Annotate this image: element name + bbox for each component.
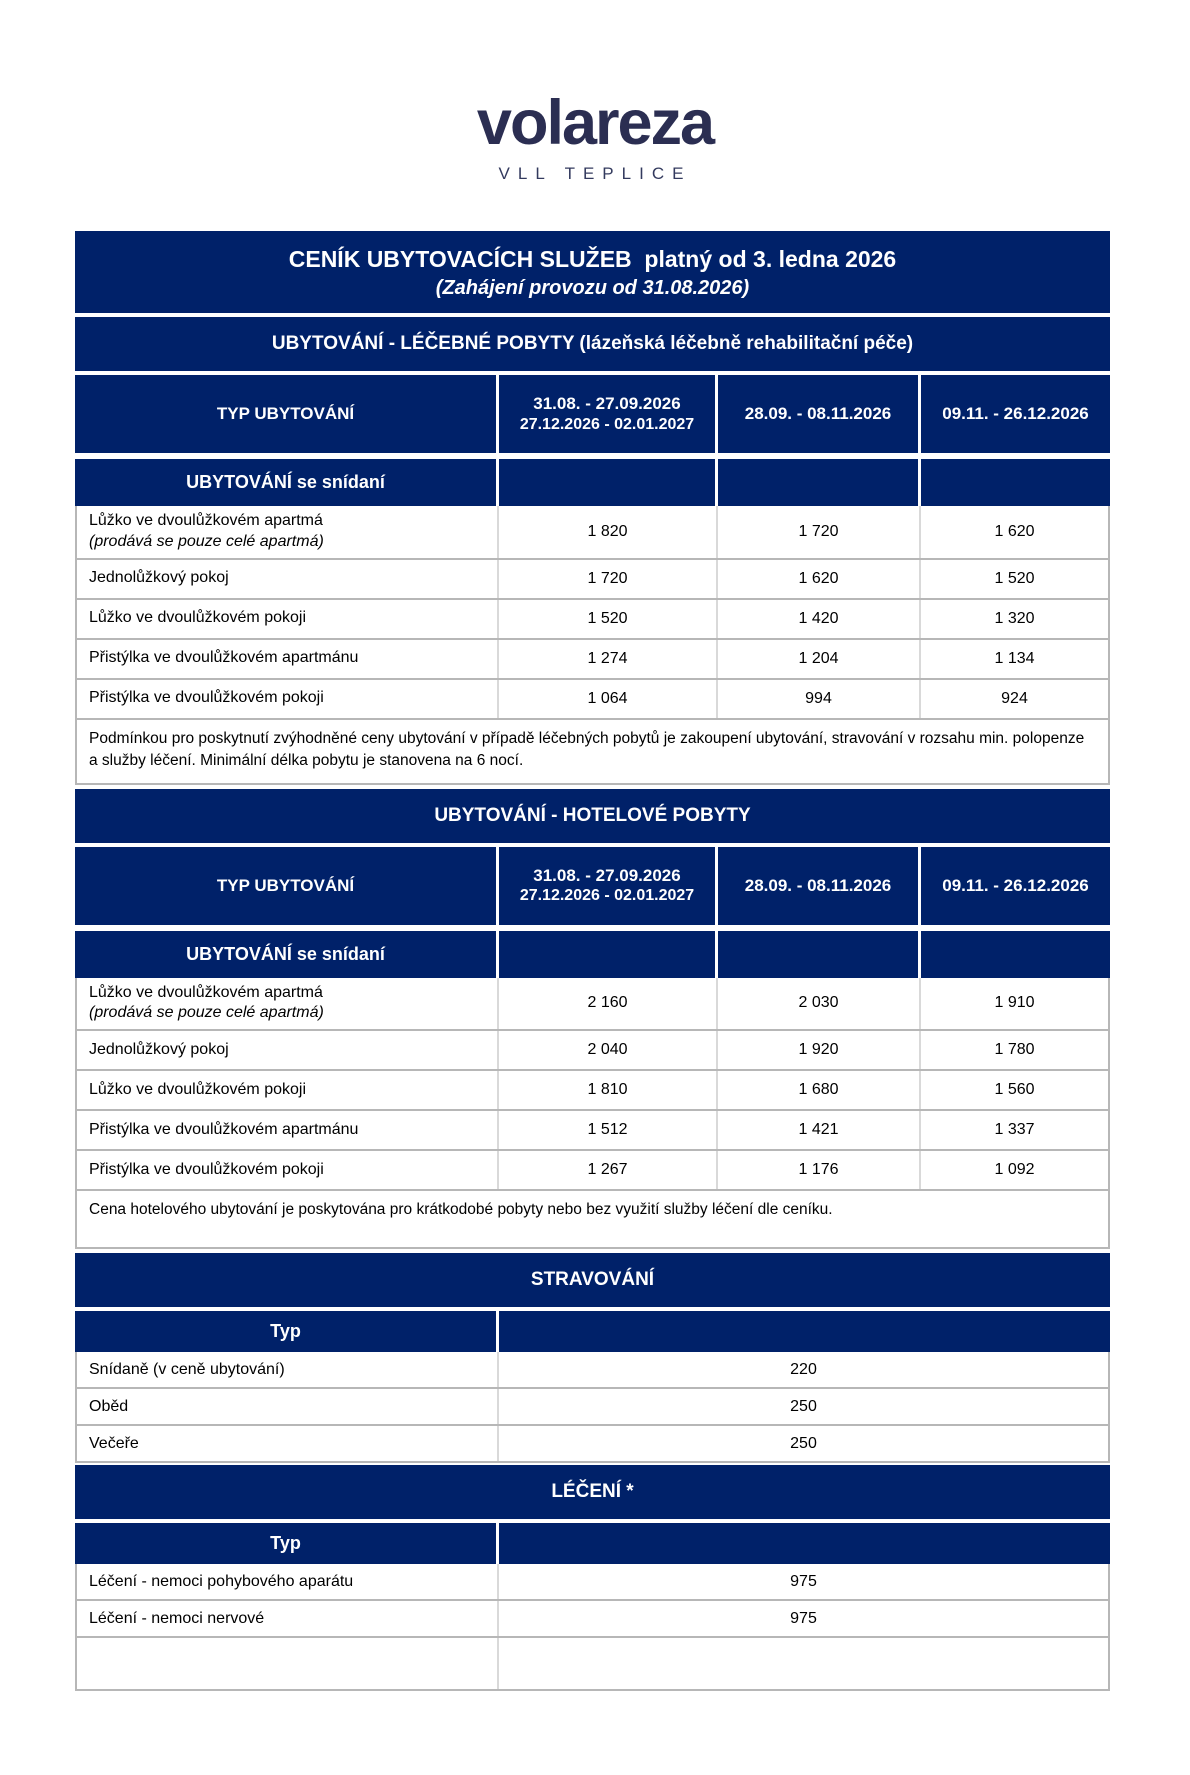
row-label: Lůžko ve dvoulůžkovém apartmá	[89, 983, 323, 1001]
price-cell: 1 092	[994, 1161, 1035, 1179]
price-cell: 2 160	[499, 978, 718, 1030]
price-cell: 994	[718, 680, 921, 718]
price-cell: 1 520	[499, 600, 718, 638]
row-sublabel: (prodává se pouze celé apartmá)	[89, 1004, 324, 1022]
price-cell: 1 420	[718, 600, 921, 638]
table-row	[75, 1426, 1110, 1463]
period-1-line-2: 27.12.2026 - 02.01.2027	[519, 887, 695, 905]
value-cell: 220	[790, 1360, 817, 1378]
price-cell: 1 560	[994, 1081, 1035, 1099]
row-label: Přistýlka ve dvoulůžkovém pokoji	[77, 680, 499, 718]
table-row	[75, 1071, 1110, 1111]
section-header-lecebne-pobyty: UBYTOVÁNÍ - LÉČEBNÉ POBYTY (lázeňská léčebně rehabilitační péče)	[75, 317, 1110, 371]
table-row	[75, 560, 1110, 600]
price-cell: 1 620	[994, 522, 1035, 540]
price-cell: 924	[1001, 689, 1028, 707]
table-row	[75, 600, 1110, 640]
empty-cell	[499, 1638, 1108, 1689]
document-title-band	[75, 231, 1110, 313]
column-header-period-2: 28.09. - 08.11.2026	[718, 847, 921, 925]
price-list-document	[75, 231, 1110, 1691]
table-row	[75, 1352, 1110, 1389]
table-row	[75, 640, 1110, 680]
period-1-line-2: 27.12.2026 - 02.01.2027	[519, 415, 695, 433]
group-header-spacer	[718, 459, 921, 506]
row-label-cell	[77, 506, 499, 558]
empty-row	[75, 1638, 1110, 1691]
group-header-row	[75, 931, 1110, 978]
price-cell: 1 720	[499, 560, 718, 598]
price-cell: 1 920	[718, 1031, 921, 1069]
value-cell: 250	[790, 1434, 817, 1452]
table-row	[75, 1389, 1110, 1426]
table-row	[75, 1111, 1110, 1151]
price-table-2-header-row	[75, 847, 1110, 925]
document-title: CENÍK UBYTOVACÍCH SLUŽEB platný od 3. ledna 2026	[288, 246, 897, 272]
table-row	[75, 506, 1110, 560]
price-cell: 1 820	[499, 506, 718, 558]
column-header-typ-ubytovani: TYP UBYTOVÁNÍ	[75, 375, 499, 453]
table-row	[75, 1601, 1110, 1638]
note-lecebne-pobyty: Podmínkou pro poskytnutí zvýhodněné ceny ubytování v případě léčebných pobytů je zakoupení ubytování, stravování v rozsahu min. polopenze a služby léčení. Minimální délka pobytu je stanovena na 6 nocí.	[75, 720, 1110, 785]
logo-subtitle: VLL TEPLICE	[498, 164, 692, 183]
price-cell: 1 320	[994, 609, 1035, 627]
price-table-1-header-row	[75, 375, 1110, 453]
column-header-period-2: 28.09. - 08.11.2026	[718, 375, 921, 453]
price-cell: 1 421	[718, 1111, 921, 1149]
column-header-typ: Typ	[75, 1523, 499, 1564]
price-cell: 1 204	[718, 640, 921, 678]
group-header-spacer	[499, 459, 718, 506]
value-cell: 975	[790, 1572, 817, 1590]
group-header-spacer	[921, 931, 1110, 978]
row-label: Oběd	[77, 1389, 499, 1424]
logo	[0, 88, 1190, 184]
price-cell: 1 910	[994, 994, 1035, 1012]
row-label-cell	[77, 978, 499, 1030]
column-header-typ-ubytovani: TYP UBYTOVÁNÍ	[75, 847, 499, 925]
price-cell: 1 337	[994, 1121, 1035, 1139]
row-label: Lůžko ve dvoulůžkovém pokoji	[77, 600, 499, 638]
price-cell: 1 680	[718, 1071, 921, 1109]
row-label: Jednolůžkový pokoj	[77, 1031, 499, 1069]
group-header-spacer	[499, 931, 718, 978]
leceni-header-row	[75, 1523, 1110, 1564]
column-header-period-1	[499, 847, 718, 925]
row-label: Snídaně (v ceně ubytování)	[77, 1352, 499, 1387]
price-cell: 1 274	[499, 640, 718, 678]
empty-cell	[77, 1638, 499, 1689]
price-cell: 1 620	[718, 560, 921, 598]
period-1-line-1: 31.08. - 27.09.2026	[533, 394, 681, 414]
price-cell: 2 040	[499, 1031, 718, 1069]
price-cell: 1 176	[718, 1151, 921, 1189]
column-header-period-1	[499, 375, 718, 453]
period-1-line-1: 31.08. - 27.09.2026	[533, 865, 681, 885]
group-header-row	[75, 459, 1110, 506]
table-row	[75, 1031, 1110, 1071]
column-header-period-3: 09.11. - 26.12.2026	[921, 847, 1110, 925]
document-subtitle: (Zahájení provozu od 31.08.2026)	[435, 277, 750, 300]
row-label: Léčení - nemoci nervové	[77, 1601, 499, 1636]
note-hotelove-pobyty: Cena hotelového ubytování je poskytována pro krátkodobé pobyty nebo bez využití služby léčení dle ceníku.	[75, 1191, 1110, 1249]
row-label: Večeře	[77, 1426, 499, 1461]
row-label: Lůžko ve dvoulůžkovém pokoji	[77, 1071, 499, 1109]
section-header-stravovani: STRAVOVÁNÍ	[75, 1253, 1110, 1307]
table-row	[75, 1151, 1110, 1191]
row-label: Přistýlka ve dvoulůžkovém pokoji	[77, 1151, 499, 1189]
column-header-spacer	[499, 1311, 1110, 1352]
row-label: Jednolůžkový pokoj	[77, 560, 499, 598]
price-cell: 1 780	[994, 1041, 1035, 1059]
table-row	[75, 680, 1110, 720]
value-cell: 975	[790, 1609, 817, 1627]
price-cell: 1 512	[499, 1111, 718, 1149]
column-header-typ: Typ	[75, 1311, 499, 1352]
column-header-spacer	[499, 1523, 1110, 1564]
row-sublabel: (prodává se pouze celé apartmá)	[89, 532, 324, 550]
price-cell: 2 030	[718, 978, 921, 1030]
table-row	[75, 1564, 1110, 1601]
group-header-spacer	[921, 459, 1110, 506]
row-label: Léčení - nemoci pohybového aparátu	[77, 1564, 499, 1599]
row-label: Přistýlka ve dvoulůžkovém apartmánu	[77, 1111, 499, 1149]
price-cell: 1 810	[499, 1071, 718, 1109]
price-cell: 1 134	[994, 649, 1035, 667]
row-label: Přistýlka ve dvoulůžkovém apartmánu	[77, 640, 499, 678]
table-row	[75, 978, 1110, 1032]
row-label: Lůžko ve dvoulůžkovém apartmá	[89, 512, 323, 530]
section-header-leceni: LÉČENÍ *	[75, 1465, 1110, 1519]
price-cell: 1 520	[994, 569, 1035, 587]
value-cell: 250	[790, 1397, 817, 1415]
group-header-label: UBYTOVÁNÍ se snídaní	[75, 459, 499, 506]
group-header-label: UBYTOVÁNÍ se snídaní	[75, 931, 499, 978]
section-header-hotelove-pobyty: UBYTOVÁNÍ - HOTELOVÉ POBYTY	[75, 789, 1110, 843]
stravovani-header-row	[75, 1311, 1110, 1352]
price-cell: 1 720	[718, 506, 921, 558]
group-header-spacer	[718, 931, 921, 978]
price-cell: 1 064	[499, 680, 718, 718]
column-header-period-3: 09.11. - 26.12.2026	[921, 375, 1110, 453]
price-cell: 1 267	[499, 1151, 718, 1189]
logo-brand: volareza	[476, 88, 714, 158]
document-page	[0, 88, 1190, 1775]
